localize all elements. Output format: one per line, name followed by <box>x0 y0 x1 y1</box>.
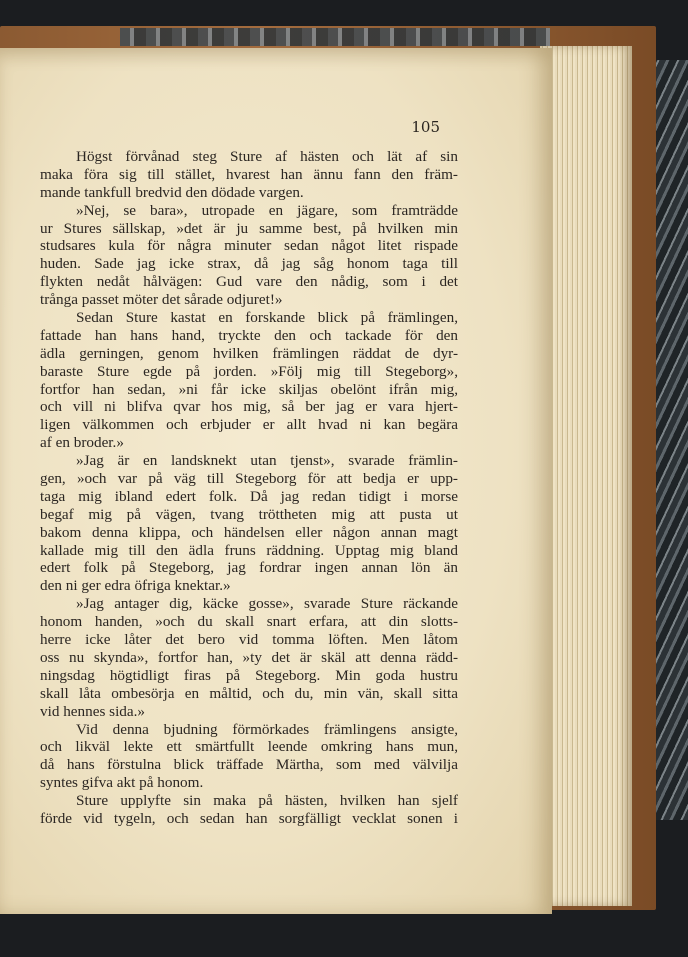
body-text <box>40 148 458 828</box>
text-line: ädla gerningen, genom hvilken främlingen räddat de dyr- <box>40 344 458 362</box>
binding-strip <box>120 28 550 46</box>
text-line: begaf mig på vägen, tvang tröttheten mig att pusta ut <box>40 505 458 523</box>
text-line: skall låta ombesörja en måltid, och du, min vän, skall sitta <box>40 684 458 702</box>
text-line: »Nej, se bara», utropade en jägare, som framträdde <box>76 201 458 219</box>
text-line: och vill ni blifva qvar hos mig, så ber jag er vara hjert- <box>40 398 458 416</box>
text-line: Sedan Sture kastat en forskande blick på främlingen, <box>76 309 458 327</box>
text-line: edert folk på Stegeborg, jag fordrar ingen annan lön än <box>40 559 458 577</box>
text-line: fortfor han sedan, »ni får icke skiljas obelönt ifrån mig, <box>40 380 458 398</box>
text-line: »Jag antager dig, käcke gosse», svarade Sture räckande <box>76 595 458 613</box>
text-line: oss nu skynda», fortfor han, »ty det är skäl att denna rädd- <box>40 648 458 666</box>
page-number: 105 <box>411 118 440 136</box>
text-line: Vid denna bjudning förmörkades främlingens ansigte, <box>76 720 458 738</box>
text-line: Högst förvånad steg Sture af hästen och lät af sin <box>76 148 458 165</box>
page-edges <box>540 46 632 906</box>
scan-background <box>0 914 688 957</box>
text-line: »Jag är en landsknekt utan tjenst», svarade främlin- <box>76 452 458 470</box>
text-line: taga mig ibland edert folk. Då jag redan tidigt i morse <box>40 487 458 505</box>
text-line: herre icke låter det bero vid tomma löften. Men låtom <box>40 631 458 649</box>
text-line: Sture upplyfte sin maka på hästen, hvilken han sjelf <box>76 792 458 810</box>
text-line: studsares kula för några minuter sedan något litet rispade <box>40 237 458 255</box>
book-page <box>0 48 552 914</box>
text-line: då hans förstulna blick träffade Märtha, som med välvilja <box>40 756 458 774</box>
text-line: förde vid tygeln, och sedan han sorgfälligt vecklat sonen i <box>40 809 458 827</box>
text-line: ur Stures sällskap, »det är ju samme best, på hvilken min <box>40 219 458 237</box>
text-line: mande tankfull bredvid den dödade vargen. <box>40 183 304 201</box>
text-line: fattade han hans hand, tryckte den och tackade för den <box>40 326 458 344</box>
text-line: bakom denna klippa, och händelsen eller någon annan magt <box>40 523 458 541</box>
text-line: ningsdag högtidligt firas på Stegeborg. Min goda hustru <box>40 666 458 684</box>
text-line: huden. Sade jag icke strax, då jag såg honom taga till <box>40 255 458 273</box>
text-line: gen, »och var på väg till Stegeborg för att bedja er upp- <box>40 470 458 488</box>
text-line: maka föra sig till stället, hvarest han ännu fann den främ- <box>40 165 458 183</box>
text-line: af en broder.» <box>40 434 124 452</box>
text-line: den ni ger edra öfriga knektar.» <box>40 577 231 595</box>
text-line: ligen välkommen och erbjuder er allt hvad ni kan begära <box>40 416 458 434</box>
text-line: trånga passet möter det sårade odjuret!» <box>40 291 283 309</box>
text-line: syntes gifva akt på honom. <box>40 774 204 792</box>
text-line: och likväl lekte ett smärtfullt leende omkring hans mun, <box>40 738 458 756</box>
text-line: honom handen, »och du skall snart erfara, att din slotts- <box>40 613 458 631</box>
text-line: vid hennes sida.» <box>40 702 146 720</box>
text-line: kallade mig till den ädla fruns räddning. Upptag mig bland <box>40 541 458 559</box>
text-line: flykten nedåt hålvägen: Gud vare den nådig, som i det <box>40 273 458 291</box>
text-line: baraste Sture egde på jorden. »Följ mig till Stegeborg», <box>40 362 458 380</box>
